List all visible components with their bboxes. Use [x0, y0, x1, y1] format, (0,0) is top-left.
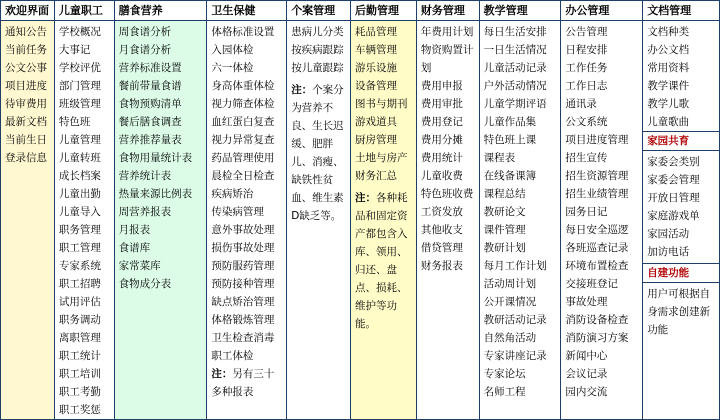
- column-items: [561, 21, 642, 401]
- column-child: [55, 1, 115, 419]
- column-header: 财务管理: [417, 1, 479, 21]
- menu-item[interactable]: 六一体检: [211, 62, 254, 74]
- menu-item[interactable]: 月食谱分析: [118, 44, 172, 56]
- menu-item[interactable]: 职务管理: [58, 224, 101, 236]
- menu-item[interactable]: 损伤事故处理: [211, 242, 275, 254]
- menu-item[interactable]: 食物预购清单: [118, 98, 182, 110]
- menu-item[interactable]: 视力异常复查: [211, 134, 275, 146]
- column-header: 文档管理: [643, 1, 719, 21]
- menu-item[interactable]: 教研论文: [483, 206, 526, 218]
- menu-item[interactable]: 招生资源管理: [565, 170, 629, 182]
- menu-item[interactable]: 职工奖惩: [58, 404, 101, 416]
- column-meal: [115, 1, 208, 419]
- note-text: 个案分为营养不良、生长迟缓、肥胖儿、消瘦、缺铁性贫血、维生素D缺乏等。: [291, 84, 344, 222]
- column-items: [207, 21, 286, 365]
- menu-item[interactable]: 常用资料: [647, 62, 690, 74]
- menu-item[interactable]: 特色班收费: [420, 188, 474, 200]
- menu-item[interactable]: 职工培训: [58, 368, 101, 380]
- menu-item[interactable]: 药品管理使用: [211, 152, 275, 164]
- column-docs: [643, 1, 719, 419]
- menu-item[interactable]: 热量来源比例表: [118, 188, 193, 200]
- menu-item[interactable]: 课程表: [483, 152, 516, 164]
- column-personal: [287, 1, 351, 419]
- menu-item[interactable]: 待审费用: [5, 98, 47, 110]
- menu-item[interactable]: 环境布置检查: [565, 260, 629, 272]
- menu-item[interactable]: 试用评估: [58, 296, 101, 308]
- column-welcome: [1, 1, 55, 419]
- menu-item[interactable]: 招生宣传: [565, 152, 608, 164]
- menu-item[interactable]: 耗品管理: [355, 26, 398, 38]
- menu-item[interactable]: 晨检全日检查: [211, 170, 275, 182]
- menu-item[interactable]: 游戏道具: [355, 116, 398, 128]
- menu-item[interactable]: 会议记录: [565, 368, 608, 380]
- column-items: [55, 21, 114, 419]
- menu-item[interactable]: 职工考勤: [58, 386, 101, 398]
- menu-item[interactable]: 土地与房产: [355, 152, 408, 164]
- menu-item[interactable]: 公文系统: [565, 116, 608, 128]
- column-logistics: [351, 1, 417, 419]
- menu-item[interactable]: 每日安全巡逻: [565, 224, 629, 236]
- menu-item[interactable]: 教学课件: [647, 80, 690, 92]
- menu-item[interactable]: 费用申报: [420, 80, 463, 92]
- menu-item[interactable]: 疾病矫治: [211, 188, 254, 200]
- menu-item[interactable]: 设备管理: [355, 80, 398, 92]
- menu-item[interactable]: 财务报表: [420, 260, 463, 272]
- menu-item[interactable]: 身高体重体检: [211, 80, 275, 92]
- menu-item[interactable]: 课程总结: [483, 188, 526, 200]
- menu-item[interactable]: 餐前带量食谱: [118, 80, 182, 92]
- menu-item[interactable]: 营养标准设置: [118, 62, 182, 74]
- menu-item[interactable]: 户外活动情况: [483, 80, 547, 92]
- menu-item[interactable]: 家委会类别: [647, 156, 700, 168]
- menu-item[interactable]: 儿童管理: [58, 134, 101, 146]
- column-items: [417, 21, 479, 275]
- menu-item[interactable]: 公告管理: [565, 26, 608, 38]
- menu-item[interactable]: 餐后膳食调查: [118, 116, 182, 128]
- menu-item[interactable]: 家庭游戏单: [647, 210, 700, 222]
- menu-item[interactable]: 儿童学期评语: [483, 98, 547, 110]
- menu-item[interactable]: 家园活动: [647, 228, 690, 240]
- menu-item[interactable]: 职工体检: [211, 350, 254, 362]
- menu-item[interactable]: 新闻中心: [565, 350, 608, 362]
- menu-item[interactable]: 教研计划: [483, 242, 526, 254]
- menu-item[interactable]: 名师工程: [483, 386, 526, 398]
- menu-item[interactable]: 办公文档: [647, 44, 690, 56]
- menu-item[interactable]: 图书与期刊: [355, 98, 408, 110]
- column-items: [1, 21, 54, 167]
- menu-item[interactable]: 日程安排: [565, 44, 608, 56]
- menu-item[interactable]: 公开课情况: [483, 296, 537, 308]
- menu-item[interactable]: 大事记: [58, 44, 91, 56]
- column-items: [351, 21, 416, 185]
- note-text: 各种耗品和固定资产都包含入库、领用、归还、盘点、损耗、维护等功能。: [355, 192, 408, 330]
- menu-item[interactable]: 儿童出勤: [58, 188, 101, 200]
- column-office: [561, 1, 643, 419]
- menu-item[interactable]: 各班巡查记录: [565, 242, 629, 254]
- menu-item[interactable]: 职工统计: [58, 350, 101, 362]
- column-header: 欢迎界面: [1, 1, 54, 21]
- menu-item[interactable]: 费用分摊: [420, 134, 463, 146]
- menu-item[interactable]: 费用审批: [420, 98, 463, 110]
- menu-item[interactable]: 家常菜库: [118, 260, 161, 272]
- menu-item[interactable]: 成长档案: [58, 170, 101, 182]
- menu-item[interactable]: 特色班上课: [483, 134, 537, 146]
- menu-item[interactable]: 事故处理: [565, 296, 608, 308]
- column-header: 个案管理: [287, 1, 350, 21]
- menu-item[interactable]: 按疾病跟踪: [291, 44, 344, 56]
- menu-item[interactable]: 园内交流: [565, 386, 608, 398]
- menu-item[interactable]: 周食谱分析: [118, 26, 172, 38]
- note-label: 注：: [211, 368, 233, 380]
- menu-item[interactable]: 一日生活情况: [483, 44, 547, 56]
- section-text-custom: 用户可根据自身需求创建新功能: [647, 288, 711, 336]
- menu-item[interactable]: 文档种类: [647, 26, 690, 38]
- menu-item[interactable]: 按儿童跟踪: [291, 62, 344, 74]
- menu-item[interactable]: 儿童歌曲: [647, 116, 690, 128]
- menu-item[interactable]: 视力筛查体检: [211, 98, 275, 110]
- column-teaching: [480, 1, 562, 419]
- menu-item[interactable]: 预防服药管理: [211, 260, 275, 272]
- column-header: 办公管理: [561, 1, 642, 21]
- menu-item[interactable]: 学校概况: [58, 26, 101, 38]
- menu-item[interactable]: 专家论坛: [483, 368, 526, 380]
- menu-item[interactable]: 园务日记: [565, 206, 608, 218]
- menu-item[interactable]: 财务汇总: [355, 170, 398, 182]
- section-header-home-school: 家园共育: [643, 131, 719, 151]
- menu-item[interactable]: 卫生检查消毒: [211, 332, 275, 344]
- menu-item[interactable]: 食物成分表: [118, 278, 172, 290]
- note-label: 注：: [355, 192, 377, 204]
- menu-item[interactable]: 费用统计: [420, 152, 463, 164]
- menu-item[interactable]: 体格锻炼管理: [211, 314, 275, 326]
- column-note: [287, 77, 350, 225]
- menu-item[interactable]: 年费用计划: [420, 26, 474, 38]
- menu-item[interactable]: 工作任务: [565, 62, 608, 74]
- menu-item[interactable]: 教研活动记录: [483, 314, 547, 326]
- section-header-custom: 自建功能: [643, 263, 719, 283]
- column-header: 教学管理: [480, 1, 561, 21]
- column-note: [207, 365, 286, 401]
- menu-item[interactable]: 工资发放: [420, 206, 463, 218]
- menu-item[interactable]: 项目进度: [5, 80, 47, 92]
- menu-item[interactable]: 最新文档: [5, 116, 47, 128]
- menu-item[interactable]: 离职管理: [58, 332, 101, 344]
- menu-item[interactable]: 食谱库: [118, 242, 151, 254]
- section-items-home-school: [643, 151, 719, 263]
- menu-item[interactable]: 周营养报表: [118, 206, 172, 218]
- menu-item[interactable]: 专家讲座记录: [483, 350, 547, 362]
- menu-item[interactable]: 通讯录: [565, 98, 597, 110]
- menu-item[interactable]: 其他收支: [420, 224, 463, 236]
- column-items: [480, 21, 561, 401]
- column-items: [287, 21, 350, 77]
- menu-item[interactable]: 入园体检: [211, 44, 254, 56]
- menu-item[interactable]: 公文公事: [5, 62, 47, 74]
- menu-item[interactable]: 特色班: [58, 116, 91, 128]
- menu-item[interactable]: 通知公告: [5, 26, 47, 38]
- menu-item[interactable]: 自然角活动: [483, 332, 537, 344]
- menu-item[interactable]: 开放日管理: [647, 192, 700, 204]
- menu-item[interactable]: 月报表: [118, 224, 151, 236]
- column-header: 卫生保健: [207, 1, 286, 21]
- menu-item[interactable]: 当前任务: [5, 44, 47, 56]
- menu-item[interactable]: 部门管理: [58, 80, 101, 92]
- menu-item[interactable]: 厨房管理: [355, 134, 398, 146]
- column-items: [643, 21, 719, 131]
- menu-item[interactable]: 消防设备检查: [565, 314, 629, 326]
- menu-item[interactable]: 活动周计划: [483, 278, 537, 290]
- menu-item[interactable]: 课件管理: [483, 224, 526, 236]
- menu-item[interactable]: 加访电话: [647, 246, 690, 258]
- menu-item[interactable]: 当前生日: [5, 134, 47, 146]
- column-items: [115, 21, 207, 293]
- menu-item[interactable]: 班级管理: [58, 98, 101, 110]
- menu-item[interactable]: 借贷管理: [420, 242, 463, 254]
- column-health: [207, 1, 287, 419]
- menu-item[interactable]: 工作日志: [565, 80, 608, 92]
- menu-item[interactable]: 费用登记: [420, 116, 463, 128]
- menu-item[interactable]: 传染病管理: [211, 206, 264, 218]
- menu-item[interactable]: 家委会管理: [647, 174, 700, 186]
- menu-item[interactable]: 在线备课簿: [483, 170, 537, 182]
- menu-item[interactable]: 意外事故处理: [211, 224, 275, 236]
- column-header: 膳食营养: [115, 1, 207, 21]
- menu-item[interactable]: 儿童转班: [58, 152, 101, 164]
- menu-item[interactable]: 职务调动: [58, 314, 101, 326]
- menu-item[interactable]: 学校评优: [58, 62, 101, 74]
- menu-item[interactable]: 交接班登记: [565, 278, 618, 290]
- menu-item[interactable]: 职工管理: [58, 242, 101, 254]
- menu-item[interactable]: 儿童活动记录: [483, 62, 547, 74]
- menu-item[interactable]: 营养推荐量表: [118, 134, 182, 146]
- menu-item[interactable]: 登录信息: [5, 152, 47, 164]
- menu-item[interactable]: 游乐设施: [355, 62, 398, 74]
- menu-item[interactable]: 血红蛋白复查: [211, 116, 275, 128]
- menu-item[interactable]: 项目进度管理: [565, 134, 629, 146]
- menu-item[interactable]: 缺点矫治管理: [211, 296, 275, 308]
- menu-item[interactable]: 体格标准设置: [211, 26, 275, 38]
- menu-item[interactable]: 教学儿歌: [647, 98, 690, 110]
- note-label: 注：: [291, 84, 313, 96]
- menu-item[interactable]: 每月工作计划: [483, 260, 547, 272]
- note-text: 另有三十多种报表: [211, 368, 275, 398]
- menu-item[interactable]: 招生业绩管理: [565, 188, 629, 200]
- menu-item[interactable]: 预防接种管理: [211, 278, 275, 290]
- menu-item[interactable]: 儿童作品集: [483, 116, 537, 128]
- menu-item[interactable]: 物资购置计划: [420, 44, 474, 74]
- menu-item[interactable]: 职工招聘: [58, 278, 101, 290]
- menu-item[interactable]: 车辆管理: [355, 44, 398, 56]
- menu-item[interactable]: 消防演习方案: [565, 332, 629, 344]
- menu-item[interactable]: 食物用量统计表: [118, 152, 193, 164]
- menu-item[interactable]: 患病儿分类: [291, 26, 344, 38]
- column-header: 儿童职工: [55, 1, 114, 21]
- menu-item[interactable]: 每日生活安排: [483, 26, 547, 38]
- menu-item[interactable]: 专家系统: [58, 260, 101, 272]
- column-header: 后勤管理: [351, 1, 416, 21]
- menu-item[interactable]: 营养统计表: [118, 170, 172, 182]
- menu-item[interactable]: 儿童收费: [420, 170, 463, 182]
- menu-item[interactable]: 儿童导入: [58, 206, 101, 218]
- column-note: [351, 185, 416, 333]
- column-finance: [417, 1, 480, 419]
